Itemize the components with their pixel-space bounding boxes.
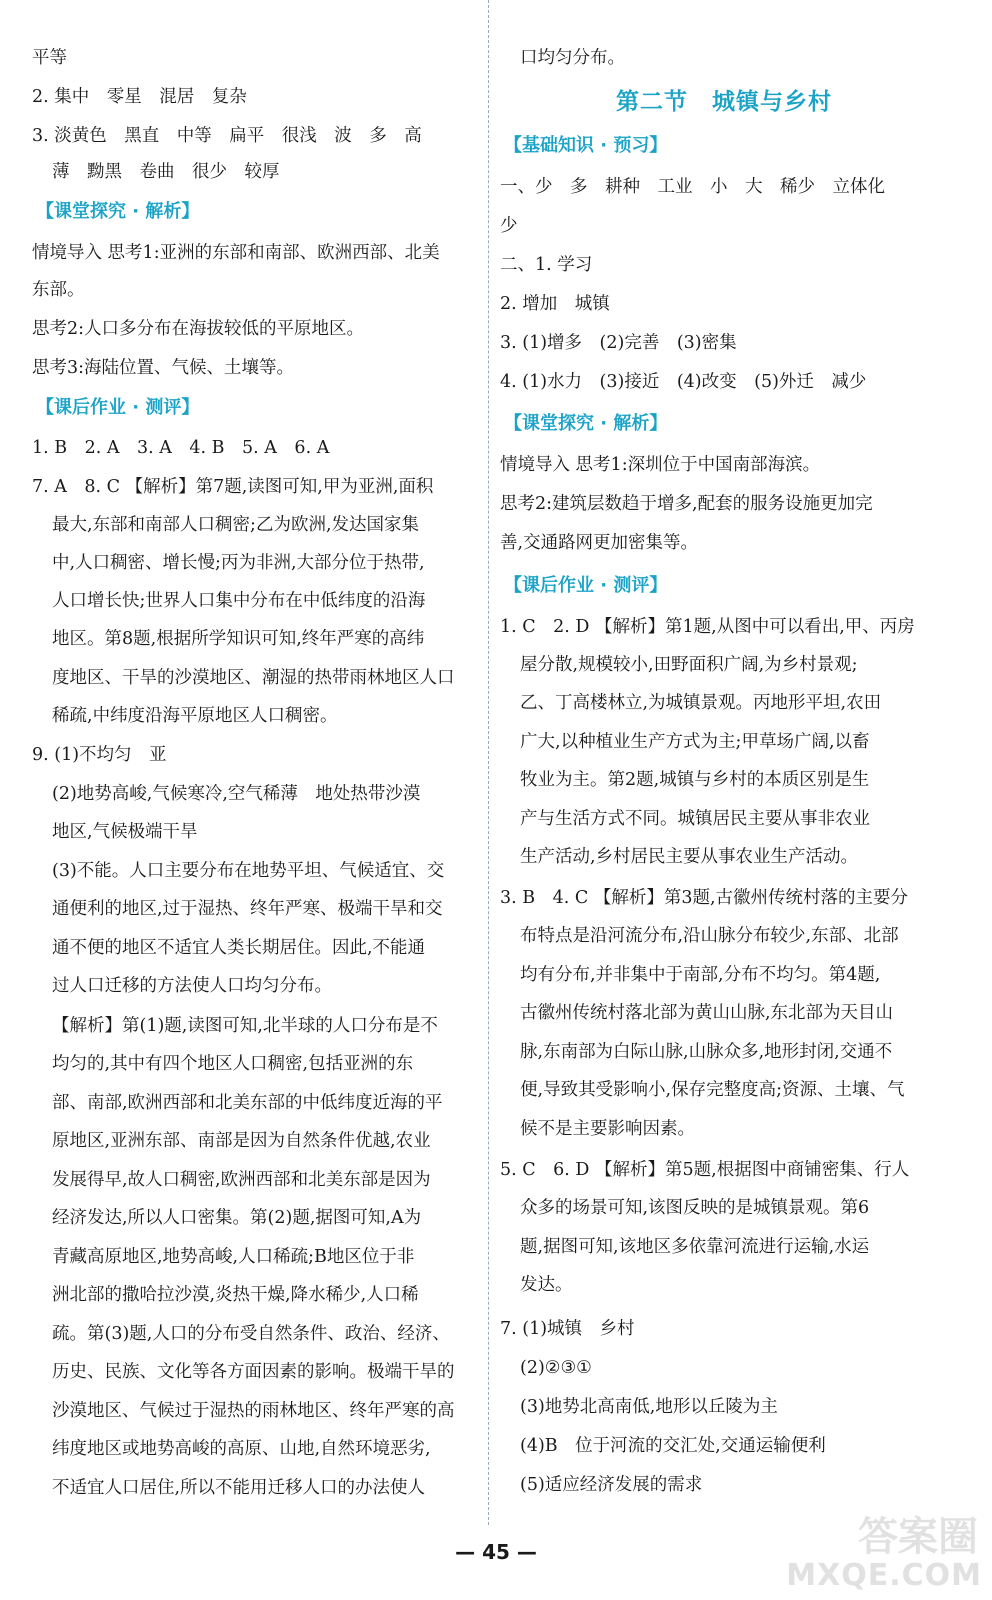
- section-heading: 【课后作业 · 测评】: [504, 575, 668, 596]
- text-line: 地区。第8题,根据所学知识可知,终年严寒的高纬: [52, 629, 425, 649]
- text-line: 布特点是沿河流分布,沿山脉分布较少,东部、北部: [520, 926, 899, 946]
- text-line: 候不是主要影响因素。: [520, 1119, 695, 1139]
- section-heading: 【课堂探究 · 解析】: [36, 201, 200, 222]
- text-line: 便,导致其受影响小,保存完整度高;资源、土壤、气: [520, 1080, 905, 1100]
- text-line: 少: [500, 216, 518, 236]
- text-line: 7. A 8. C 【解析】第7题,读图可知,甲为亚洲,面积: [32, 477, 434, 497]
- text-line: 牧业为主。第2题,城镇与乡村的本质区别是生: [520, 770, 870, 790]
- text-line: 3. 淡黄色 黑直 中等 扁平 很浅 波 多 高: [32, 126, 422, 146]
- text-line: 口均匀分布。: [520, 48, 625, 68]
- text-line: 善,交通路网更加密集等。: [500, 533, 699, 553]
- text-line: 部、南部,欧洲西部和北美东部的中低纬度近海的平: [52, 1093, 443, 1113]
- text-line: 地区,气候极端干旱: [52, 822, 198, 842]
- text-line: 题,据图可知,该地区多依靠河流进行运输,水运: [520, 1237, 870, 1257]
- text-line: 3. (1)增多 (2)完善 (3)密集: [500, 333, 737, 353]
- text-line: 乙、丁高楼林立,为城镇景观。丙地形平坦,农田: [520, 693, 882, 713]
- text-line: 3. B 4. C 【解析】第3题,古徽州传统村落的主要分: [500, 888, 909, 908]
- text-line: 2. 增加 城镇: [500, 294, 610, 314]
- text-line: 人口增长快;世界人口集中分布在中低纬度的沿海: [52, 591, 426, 611]
- text-line: 1. C 2. D 【解析】第1题,从图中可以看出,甲、丙房: [500, 617, 915, 637]
- text-line: 9. (1)不均匀 亚: [32, 745, 167, 765]
- watermark-bottom-text: MXQE.COM: [786, 1558, 982, 1593]
- text-line: 产与生活方式不同。城镇居民主要从事非农业: [520, 809, 870, 829]
- watermark-top-text: 答案圈: [858, 1514, 978, 1560]
- text-line: 最大,东部和南部人口稠密;乙为欧洲,发达国家集: [52, 515, 420, 535]
- text-line: (2)②③①: [520, 1358, 592, 1378]
- text-line: 1. B 2. A 3. A 4. B 5. A 6. A: [32, 438, 330, 458]
- text-line: (3)地势北高南低,地形以丘陵为主: [520, 1397, 778, 1417]
- text-line: 疏。第(3)题,人口的分布受自然条件、政治、经济、: [52, 1324, 450, 1344]
- section-heading: 【课堂探究 · 解析】: [504, 413, 668, 434]
- text-line: 思考3:海陆位置、气候、土壤等。: [32, 358, 295, 378]
- text-line: 2. 集中 零星 混居 复杂: [32, 87, 247, 107]
- text-line: 均有分布,并非集中于南部,分布不均匀。第4题,: [520, 965, 881, 985]
- text-line: 众多的场景可知,该图反映的是城镇景观。第6: [520, 1198, 870, 1218]
- text-line: 二、1. 学习: [500, 255, 593, 275]
- text-line: 思考2:建筑层数趋于增多,配套的服务设施更加完: [500, 494, 873, 514]
- text-line: 7. (1)城镇 乡村: [500, 1319, 635, 1339]
- section-heading: 【课后作业 · 测评】: [36, 397, 200, 418]
- text-line: 情境导入 思考1:亚洲的东部和南部、欧洲西部、北美: [32, 243, 440, 263]
- text-line: 思考2:人口多分布在海拔较低的平原地区。: [32, 319, 365, 339]
- text-line: 古徽州传统村落北部为黄山山脉,东北部为天目山: [520, 1003, 894, 1023]
- text-line: 薄 黝黑 卷曲 很少 较厚: [52, 162, 280, 182]
- text-line: (3)不能。人口主要分布在地势平坦、气候适宜、交: [52, 861, 445, 881]
- text-line: 经济发达,所以人口密集。第(2)题,据图可知,A为: [52, 1208, 422, 1228]
- text-line: 中,人口稠密、增长慢;丙为非洲,大部分位于热带,: [52, 553, 425, 573]
- text-line: 发达。: [520, 1275, 573, 1295]
- watermark-logo: [786, 1505, 986, 1595]
- text-line: 通便利的地区,过于湿热、终年严寒、极端干旱和交: [52, 899, 443, 919]
- text-line: 5. C 6. D 【解析】第5题,根据图中商铺密集、行人: [500, 1160, 910, 1180]
- text-line: 纬度地区或地势高峻的高原、山地,自然环境恶劣,: [52, 1439, 431, 1459]
- text-line: 青藏高原地区,地势高峻,人口稀疏;B地区位于非: [52, 1247, 415, 1267]
- text-line: 情境导入 思考1:深圳位于中国南部海滨。: [500, 455, 821, 475]
- text-line: 屋分散,规模较小,田野面积广阔,为乡村景观;: [520, 655, 858, 675]
- text-line: 平等: [32, 48, 67, 68]
- text-line: 广大,以种植业生产方式为主;甲草场广阔,以畜: [520, 732, 870, 752]
- page-number: — 45 —: [455, 1540, 537, 1564]
- text-line: 沙漠地区、气候过于湿热的雨林地区、终年严寒的高: [52, 1401, 455, 1421]
- text-line: 4. (1)水力 (3)接近 (4)改变 (5)外迁 减少: [500, 372, 867, 392]
- text-line: 东部。: [32, 280, 85, 300]
- text-line: 不适宜人口居住,所以不能用迁移人口的办法使人: [52, 1478, 426, 1498]
- text-line: 度地区、干旱的沙漠地区、潮湿的热带雨林地区人口: [52, 668, 455, 688]
- section-title: 第二节 城镇与乡村: [616, 88, 832, 115]
- text-line: 过人口迁移的方法使人口均匀分布。: [52, 976, 332, 996]
- text-line: 一、少 多 耕种 工业 小 大 稀少 立体化: [500, 177, 885, 197]
- text-line: 均匀的,其中有四个地区人口稠密,包括亚洲的东: [52, 1054, 414, 1074]
- text-line: 脉,东南部为白际山脉,山脉众多,地形封闭,交通不: [520, 1042, 893, 1062]
- text-line: 洲北部的撒哈拉沙漠,炎热干燥,降水稀少,人口稀: [52, 1285, 419, 1305]
- text-line: 原地区,亚洲东部、南部是因为自然条件优越,农业: [52, 1131, 431, 1151]
- column-divider: [488, 0, 489, 1525]
- text-line: 历史、民族、文化等各方面因素的影响。极端干旱的: [52, 1362, 455, 1382]
- text-line: (4)B 位于河流的交汇处,交通运输便利: [520, 1436, 826, 1456]
- text-line: 稀疏,中纬度沿海平原地区人口稠密。: [52, 706, 338, 726]
- text-line: (2)地势高峻,气候寒冷,空气稀薄 地处热带沙漠: [52, 784, 421, 804]
- section-heading: 【基础知识 · 预习】: [504, 135, 668, 156]
- text-line: 生产活动,乡村居民主要从事农业生产活动。: [520, 847, 859, 867]
- text-line: 发展得早,故人口稠密,欧洲西部和北美东部是因为: [52, 1170, 431, 1190]
- text-line: 通不便的地区不适宜人类长期居住。因此,不能通: [52, 938, 426, 958]
- text-line: (5)适应经济发展的需求: [520, 1475, 703, 1495]
- text-line: 【解析】第(1)题,读图可知,北半球的人口分布是不: [52, 1016, 438, 1036]
